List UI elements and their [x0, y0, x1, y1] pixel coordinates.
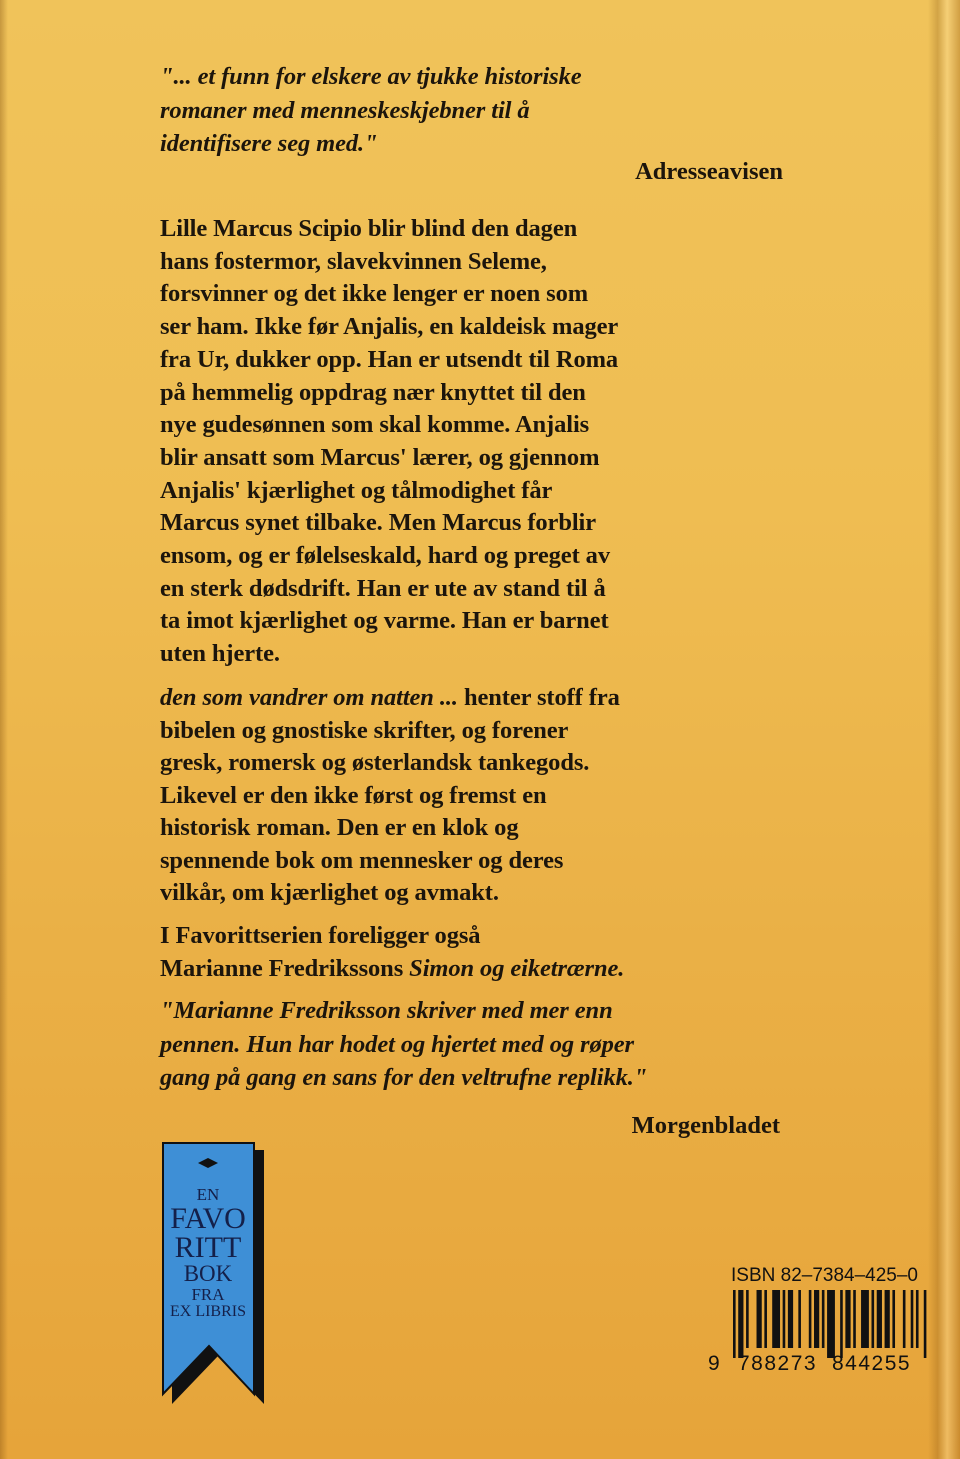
quote2-line — [160, 996, 613, 1026]
paragraph1-line — [160, 508, 596, 538]
text-segment: forsvinner og det ikke lenger er noen som — [160, 280, 589, 308]
barcode-bar — [764, 1290, 767, 1348]
text-segment: gresk, romersk og østerlandsk tankegods. — [160, 749, 590, 776]
paragraph1-line — [160, 279, 588, 309]
paragraph1-line — [160, 214, 577, 244]
barcode-bar — [757, 1290, 762, 1348]
paragraph2-line — [160, 813, 518, 843]
text-segment: vilkår, om kjærlighet og avmakt. — [160, 879, 499, 906]
paragraph1-line — [160, 574, 606, 604]
text-segment: "... et funn for elskere av tjukke historiske — [160, 63, 582, 90]
text-segment: gang på gang en sans for den veltrufne replikk." — [160, 1064, 648, 1091]
barcode-bar — [814, 1290, 819, 1348]
barcode-bar — [903, 1290, 906, 1348]
paragraph1-line — [160, 639, 280, 669]
text-segment: henter stoff fra — [457, 684, 620, 711]
barcode-bar — [892, 1290, 895, 1348]
barcode-bar — [861, 1290, 869, 1348]
paragraph1-line — [160, 476, 552, 506]
text-segment: romaner med menneskeskjebner til å — [160, 96, 530, 124]
text-segment: en sterk dødsdrift. Han er ute av stand til å — [160, 574, 606, 602]
text-segment: bibelen og gnostiske skrifter, og forener — [160, 716, 569, 744]
text-segment: pennen. Hun har hodet og hjertet med og røper — [160, 1030, 634, 1058]
text-segment: blir ansatt som Marcus' lærer, og gjennom — [160, 443, 600, 471]
barcode-bar — [733, 1290, 736, 1358]
paragraph1-line — [160, 606, 609, 636]
paragraph2-line — [160, 846, 563, 876]
barcode-bar — [738, 1290, 743, 1358]
quote2-line — [160, 1030, 634, 1060]
ribbon-text-ex-libris: EX LIBRIS — [170, 1303, 246, 1320]
quote1-line — [160, 129, 378, 159]
paragraph1-line — [160, 247, 547, 277]
ribbon-text-favo: FAVO — [170, 1202, 246, 1235]
text-segment: historisk roman. Den er en klok og — [160, 814, 519, 841]
barcode-bar — [772, 1290, 780, 1348]
text-segment: Lille Marcus Scipio blir blind den dagen — [160, 215, 578, 242]
paragraph2-line — [160, 683, 620, 713]
text-segment: ser ham. Ikke før Anjalis, en kaldeisk mager — [160, 313, 619, 341]
ribbon-text-en: EN — [196, 1185, 220, 1204]
text-segment: ensom, og er følelseskald, hard og preget av — [160, 542, 610, 569]
paragraph1-line — [160, 541, 610, 571]
barcode-bar — [783, 1290, 786, 1348]
barcode — [731, 1290, 931, 1358]
barcode-bar — [885, 1290, 890, 1348]
text-segment: hans fostermor, slavekvinnen Seleme, — [160, 247, 547, 275]
paragraph1-line — [160, 443, 599, 473]
barcode-bar — [746, 1290, 749, 1348]
barcode-bar — [877, 1290, 882, 1348]
ribbon-text-bok: BOK — [183, 1261, 233, 1286]
text-segment: Simon og eiketrærne. — [409, 954, 625, 982]
quote1-source: Adresseavisen — [635, 158, 783, 185]
text-segment: nye gudesønnen som skal komme. Anjalis — [160, 411, 590, 439]
paragraph1-line — [160, 312, 618, 342]
text-segment: uten hjerte. — [160, 640, 280, 668]
barcode-bar — [827, 1290, 835, 1358]
cover-left-edge — [0, 0, 8, 1459]
quote1-line — [160, 96, 530, 126]
text-segment: Likevel er den ikke først og fremst en — [160, 781, 547, 809]
paragraph2-line — [160, 878, 499, 908]
text-segment: "Marianne Fredriksson skriver med mer enn — [160, 997, 613, 1024]
ribbon-text-ritt: RITT — [174, 1231, 242, 1264]
ribbon-text-fra: FRA — [191, 1285, 225, 1304]
barcode-bar — [822, 1290, 825, 1348]
isbn-number: ISBN 82–7384–425–0 — [731, 1265, 918, 1286]
barcode-bar — [845, 1290, 850, 1348]
quote2-line — [160, 1063, 647, 1093]
text-segment: spennende bok om mennesker og deres — [160, 846, 564, 874]
text-segment: fra Ur, dukker opp. Han er utsendt til Roma — [160, 345, 619, 373]
paragraph1-line — [160, 410, 589, 440]
barcode-digits-left: 788273 — [738, 1352, 818, 1375]
barcode-bar — [872, 1290, 875, 1348]
barcode-bar — [788, 1290, 793, 1348]
text-segment: I Favorittserien foreligger også — [160, 922, 481, 949]
paragraph2-line — [160, 716, 568, 746]
barcode-bar — [853, 1290, 856, 1348]
quote2-source: Morgenbladet — [631, 1112, 780, 1139]
text-segment: den som vandrer om natten ... — [160, 684, 458, 711]
text-segment: Anjalis' kjærlighet og tålmodighet får — [160, 476, 553, 504]
paragraph3-line — [160, 921, 480, 951]
barcode-bar — [916, 1290, 919, 1348]
barcode-bar — [809, 1290, 812, 1348]
barcode-digits-right: 844255 — [832, 1352, 912, 1375]
paragraph3-line — [160, 954, 624, 984]
barcode-bar — [924, 1290, 927, 1358]
text-segment: Marcus synet tilbake. Men Marcus forblir — [160, 509, 597, 537]
quote1-line — [160, 62, 582, 92]
spine-hinge — [928, 0, 960, 1459]
favoritt-bookmark-ribbon — [162, 1142, 254, 1396]
text-segment: på hemmelig oppdrag nær knyttet til den — [160, 378, 586, 406]
barcode-bar — [798, 1290, 801, 1348]
text-segment: identifisere seg med." — [160, 130, 378, 157]
barcode-first-digit: 9 — [708, 1352, 722, 1375]
paragraph2-line — [160, 781, 547, 811]
text-segment: ta imot kjærlighet og varme. Han er barnet — [160, 607, 609, 635]
paragraph1-line — [160, 378, 586, 408]
paragraph1-line — [160, 345, 618, 375]
barcode-bar — [840, 1290, 843, 1358]
text-segment: Marianne Fredrikssons — [160, 954, 410, 982]
paragraph2-line — [160, 748, 589, 778]
barcode-bar — [911, 1290, 914, 1348]
